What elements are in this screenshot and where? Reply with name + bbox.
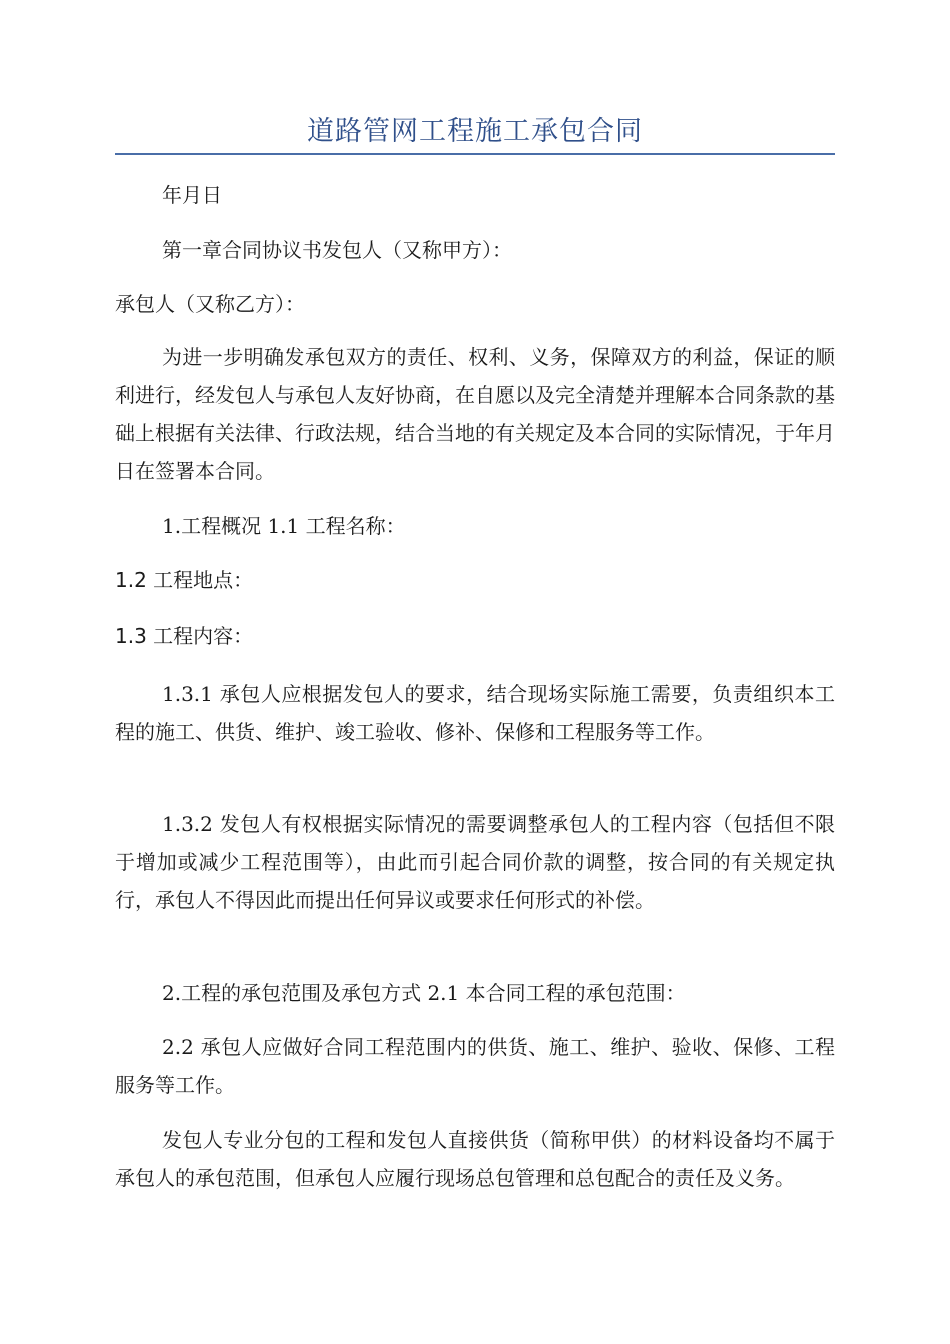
section-1-3-number: 1.3 (115, 624, 147, 648)
chapter-heading: 第一章合同协议书发包人（又称甲方）： (162, 238, 512, 262)
section-1-3 (115, 617, 835, 655)
title-underline (115, 153, 835, 155)
document-title: 道路管网工程施工承包合同 (307, 116, 643, 147)
section-1-3-1: 1.3.1 承包人应根据发包人的要求，结合现场实际施工需要，负责组织本工程的施工、供货、维护、竣工验收、修补、保修和工程服务等工作。 (115, 682, 835, 744)
section-1-2-text: 工程地点： (153, 568, 254, 592)
contractor-line: 承包人（又称乙方）： (115, 292, 305, 316)
section-1-2-number: 1.2 (115, 568, 147, 592)
section-2-heading: 2.工程的承包范围及承包方式 2.1 本合同工程的承包范围： (162, 981, 686, 1005)
section-1-2 (115, 561, 835, 599)
section-1-3-text: 工程内容： (153, 624, 254, 648)
section-2-2: 2.2 承包人应做好合同工程范围内的供货、施工、维护、验收、保修、工程服务等工作。 (115, 1035, 835, 1097)
subcontract-paragraph: 发包人专业分包的工程和发包人直接供货（简称甲供）的材料设备均不属于承包人的承包范围，但承包人应履行现场总包管理和总包配合的责任及义务。 (115, 1128, 835, 1190)
section-1-3-2: 1.3.2 发包人有权根据实际情况的需要调整承包人的工程内容（包括但不限于增加或减少工程范围等），由此而引起合同价款的调整，按合同的有关规定执行，承包人不得因此而提出任何异议或要求任何形式的补偿。 (115, 812, 835, 912)
preamble-paragraph: 为进一步明确发承包双方的责任、权利、义务，保障双方的利益，保证的顺利进行，经发包人与承包人友好协商，在自愿以及完全清楚并理解本合同条款的基础上根据有关法律、行政法规，结合当地的有关规定及本合同的实际情况，于年月日在签署本合同。 (115, 345, 835, 483)
section-1-heading: 1.工程概况 1.1 工程名称： (162, 514, 406, 538)
date-line: 年月日 (162, 183, 222, 207)
